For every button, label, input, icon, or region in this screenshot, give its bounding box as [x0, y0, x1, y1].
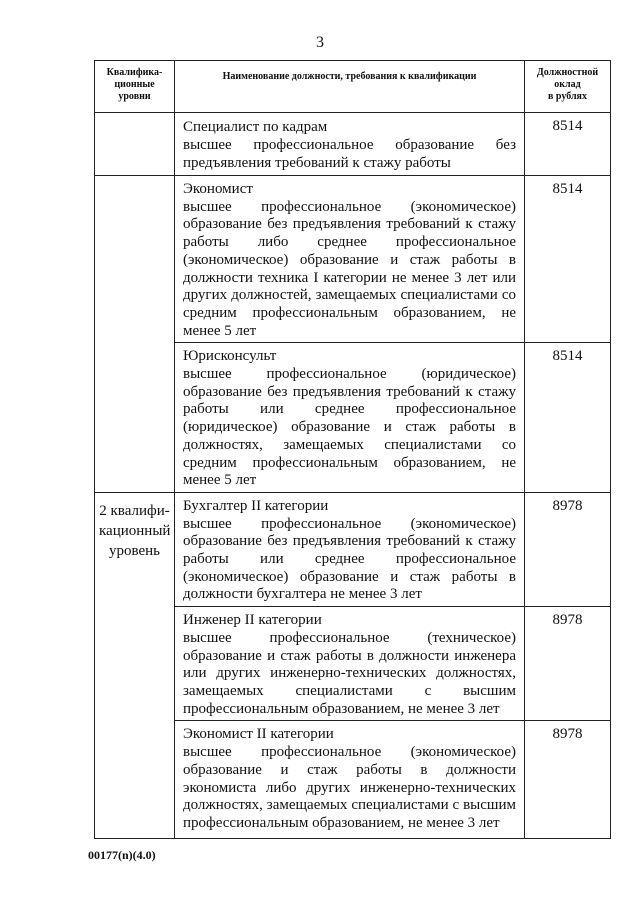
header-level: Квалифика- ционные уровни — [95, 61, 175, 113]
position-cell — [175, 721, 525, 839]
position-cell — [175, 607, 525, 721]
salary-cell: 8978 — [525, 492, 611, 606]
qualification-table — [94, 60, 611, 839]
position-requirements: высшее профессиональное (экономическое) образование без предъявления требований к стажу работы либо среднее профессиональное (экономическое) образование и стаж работы в должности техника I категории не менее 3 лет или других должностей, замещаемых специалистами со средним профессиональным образованием, не менее 5 лет — [183, 198, 516, 339]
position-cell — [175, 343, 525, 493]
position-title: Специалист по кадрам — [183, 119, 328, 135]
document-code: 00177(n)(4.0) — [88, 848, 156, 862]
position-requirements: высшее профессиональное (экономическое) образование и стаж работы в должности экономиста либо других инженерно-технических должностях, замещаемых специалистами с высшим профессиональным образованием, не менее 3 лет — [183, 744, 516, 831]
position-title: Юрисконсульт — [183, 348, 277, 365]
salary-cell: 8514 — [525, 343, 611, 493]
level-cell: 2 квалифи- кационный уровень — [95, 492, 175, 838]
header-position: Наименование должности, требования к квалификации — [175, 61, 525, 113]
page-number: 3 — [316, 34, 324, 51]
position-title: Экономист — [183, 181, 253, 197]
position-title: Инженер II категории — [183, 612, 322, 629]
level-cell — [95, 176, 175, 493]
position-cell — [175, 113, 525, 176]
position-cell — [175, 492, 525, 606]
salary-cell: 8514 — [525, 176, 611, 343]
position-requirements: высшее профессиональное (экономическое) образование без предъявления требований к стажу работы или среднее профессиональное (экономическое) образование и стаж работы в должности бухгалтера не менее 3 лет — [183, 515, 516, 603]
salary-cell: 8978 — [525, 721, 611, 839]
position-requirements: высшее профессиональное образование без предъявления требований к стажу работы — [183, 137, 516, 172]
level-cell — [95, 113, 175, 176]
header-salary: Должностной оклад в рублях — [525, 61, 611, 113]
table-row — [95, 492, 611, 606]
salary-cell: 8514 — [525, 113, 611, 176]
position-requirements: высшее профессиональное (техническое) образование и стаж работы в должности инженера или других инженерно-технических должностях, замещаемых специалистами с высшим профессиональным образованием, не менее 3 лет — [183, 629, 516, 717]
position-title: Бухгалтер II категории — [183, 497, 329, 514]
position-requirements: высшее профессиональное (юридическое) образование без предъявления требований к стажу работы или среднее профессиональное (юридическое) образование и стаж работы в должностях, замещаемых специалистами со средним профессиональным образованием, не менее 5 лет — [183, 366, 516, 489]
table-header-row — [95, 61, 611, 113]
salary-cell: 8978 — [525, 607, 611, 721]
table-row — [95, 113, 611, 176]
table-row — [95, 176, 611, 343]
position-title: Экономист II категории — [183, 726, 334, 743]
position-cell — [175, 176, 525, 343]
